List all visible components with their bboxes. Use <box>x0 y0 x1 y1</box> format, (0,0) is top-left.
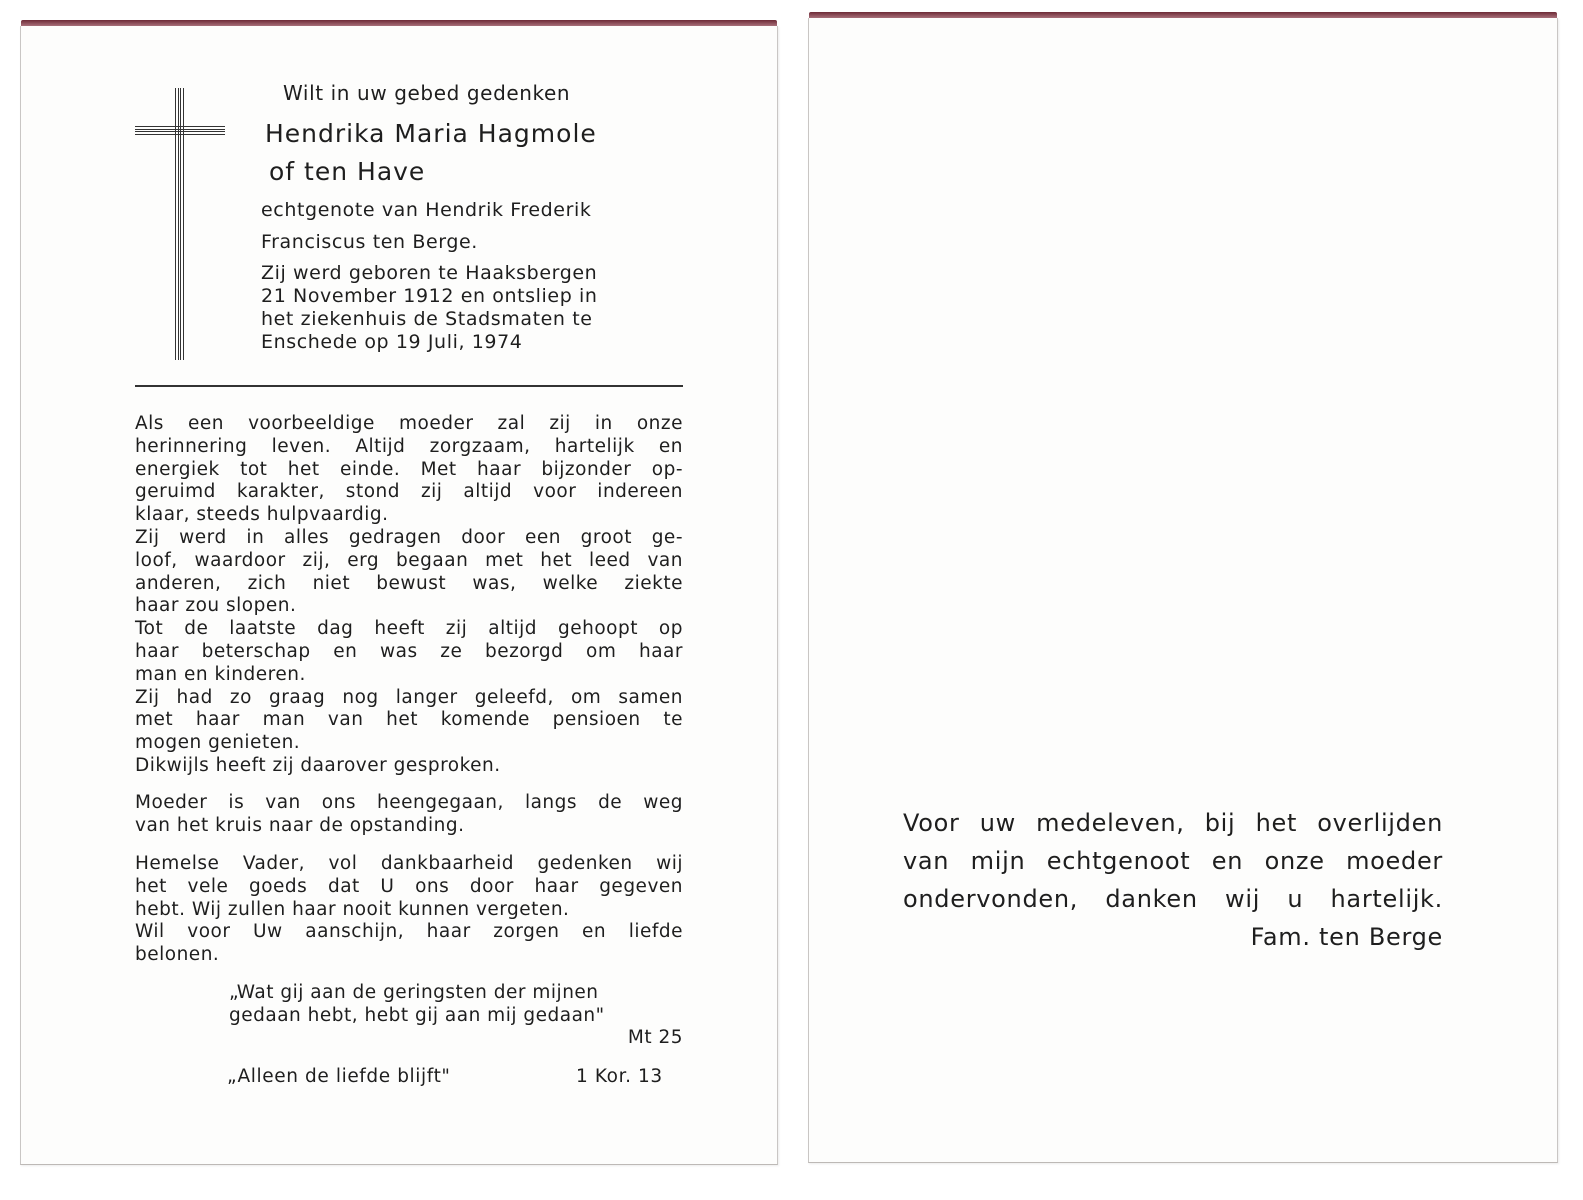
thank-you-note: Voor uw medeleven, bij het overlijden van mijn echtgenoot en onze moeder ondervonden, danken wij u hartelijk. Fam. ten Berge <box>903 804 1443 956</box>
card-top-edge <box>21 20 777 26</box>
cross-icon <box>135 88 225 360</box>
divider <box>135 385 683 387</box>
prayer-paragraph: Hemelse Vader, vol dankbaarheid gedenken wij het vele goeds dat U ons door haar gegeven hebt. Wij zullen haar nooit kunnen vergeten. Wil voor Uw aanschijn, haar zorgen en liefde belonen. <box>135 853 683 966</box>
spouse-info: echtgenote van Hendrik Frederik Franciscus ten Berge. <box>261 199 592 253</box>
faith-paragraph: Moeder is van ons heengegaan, langs de weg van het kruis naar de opstanding. <box>135 792 683 836</box>
deceased-name-line2: of ten Have <box>269 157 426 186</box>
quote-reference: Mt 25 <box>627 1027 683 1048</box>
memorial-card-back <box>808 18 1558 1163</box>
birth-death-info: Zij werd geboren te Haaksbergen 21 November 1912 en ontsliep in het ziekenhuis de Stadsmaten te Enschede op 19 Juli, 1974 <box>261 262 598 353</box>
closing-quote: „Alleen de liefde blijft" <box>227 1066 451 1087</box>
memorial-card-front <box>20 26 778 1165</box>
prayer-header: Wilt in uw gebed gedenken <box>283 81 571 105</box>
bible-quote: „Wat gij aan de geringsten der mijnen gedaan hebt, hebt gij aan mij gedaan" Mt 25 <box>229 982 683 1048</box>
family-signature: Fam. ten Berge <box>1250 923 1443 951</box>
deceased-name: Hendrika Maria Hagmole <box>265 119 597 148</box>
tribute-paragraph: Als een voorbeeldige moeder zal zij in onze herinnering leven. Altijd zorgzaam, hartelijk en energiek tot het einde. Met haar bijzonder op- geruimd karakter, stond zij altijd voor indereen klaar, steeds hulpvaardig. Zij werd in alles gedragen door een groot ge- loof, waardoor zij, erg begaan met het leed van anderen, zich niet bewust was, welke ziekte haar zou slopen. Tot de laatste dag heeft zij altijd gehoopt op haar beterschap en was ze bezorgd om haar man en kinderen. Zij had zo graag nog langer geleefd, om samen met haar man van het komende pensioen te mogen genieten. Dikwijls heeft zij daarover gesproken. <box>135 413 683 776</box>
card-top-edge <box>809 12 1557 18</box>
closing-quote-reference: 1 Kor. 13 <box>576 1066 663 1087</box>
